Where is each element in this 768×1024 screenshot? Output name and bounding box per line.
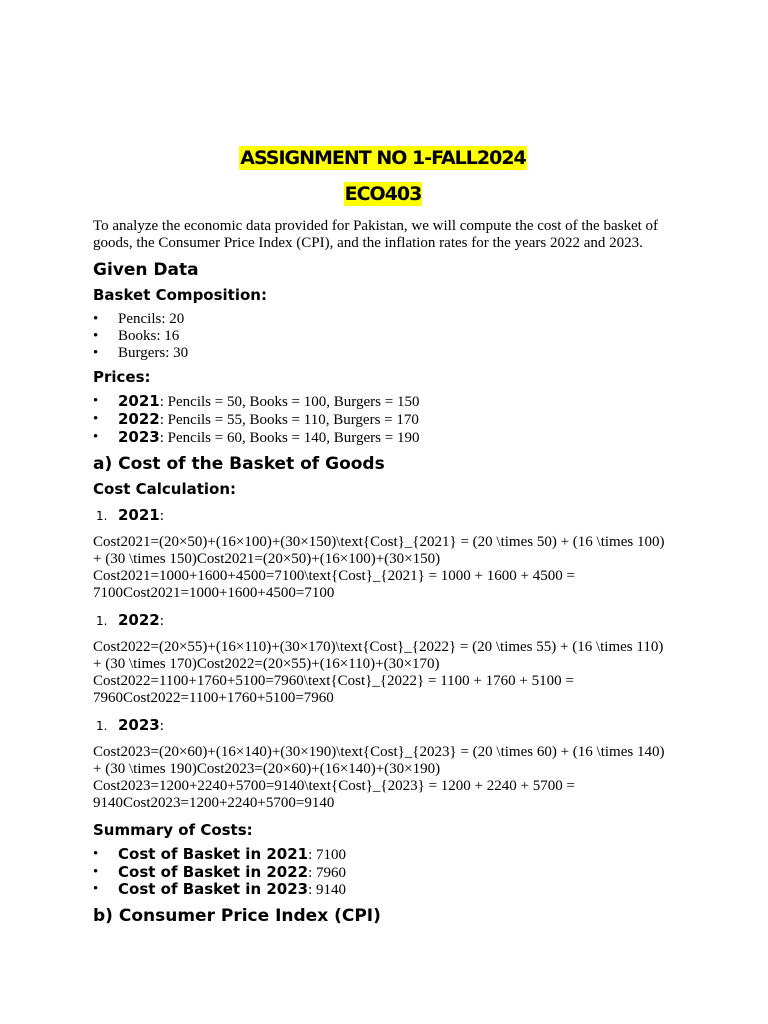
subtitle-block: [93, 182, 673, 206]
calc-block: [93, 534, 673, 602]
summary-value: : 7100: [308, 846, 347, 863]
summary-value: : 7960: [308, 864, 347, 881]
calc-item-2023: [93, 715, 673, 736]
price-year: 2022: [118, 410, 160, 429]
list-item: [93, 846, 673, 864]
calc-year: 2023: [118, 715, 160, 734]
list-item: [93, 393, 673, 411]
prices-list: [93, 393, 673, 446]
summary-label: Cost of Basket in 2021: [118, 844, 309, 863]
price-year: 2023: [118, 427, 160, 446]
list-item: [93, 881, 673, 899]
calc-block: [93, 744, 673, 812]
section-b-heading: b) Consumer Price Index (CPI): [93, 906, 381, 927]
calc-colon: :: [159, 507, 164, 524]
list-item: • Pencils: 20: [93, 311, 673, 328]
course-code: ECO403: [344, 183, 422, 205]
basket-heading: Basket Composition:: [93, 286, 267, 304]
item-number: 1.: [96, 508, 108, 523]
summary-list: [93, 846, 673, 899]
calc-line: Cost2021=(20×50)+(16×100)+(30×150)\text{Cost}_{2021} = (20 \times 50) + (16 \times 100) + (30 \times 150)Cost2021=(20×50)+(16×100)+(30×150): [93, 533, 665, 567]
summary-label: Cost of Basket in 2022: [118, 862, 309, 881]
item-number: 1.: [96, 718, 108, 733]
summary-value: : 9140: [308, 882, 347, 899]
calc-block: [93, 639, 673, 707]
prices-heading: Prices:: [93, 368, 151, 387]
list-item: • Books: 16: [93, 328, 673, 345]
summary-label: Cost of Basket in 2023: [118, 880, 309, 899]
calc-line: Cost2021=1000+1600+4500=7100\text{Cost}_{2021} = 1000 + 1600 + 4500 = 7100Cost2021=1000+1600+4500=7100: [93, 567, 575, 601]
price-text: : Pencils = 60, Books = 140, Burgers = 190: [159, 429, 420, 446]
calc-line: Cost2022=1100+1760+5100=7960\text{Cost}_{2022} = 1100 + 1760 + 5100 = 7960Cost2022=1100+1760+5100=7960: [93, 672, 574, 706]
list-item: • Burgers: 30: [93, 345, 673, 362]
calc-colon: :: [159, 612, 164, 629]
assignment-title: ASSIGNMENT NO 1-FALL2024: [240, 147, 526, 169]
price-text: : Pencils = 55, Books = 110, Burgers = 170: [159, 412, 419, 429]
list-item: [93, 429, 673, 447]
given-data-heading: Given Data: [93, 260, 199, 280]
section-a-heading: a) Cost of the Basket of Goods: [93, 453, 385, 474]
calc-line: Cost2022=(20×55)+(16×110)+(30×170)\text{Cost}_{2022} = (20 \times 55) + (16 \times 110) + (30 \times 170)Cost2022=(20×55)+(16×110)+(30×170): [93, 638, 664, 672]
summary-heading: Summary of Costs:: [93, 820, 253, 839]
price-text: : Pencils = 50, Books = 100, Burgers = 150: [159, 394, 420, 411]
list-item: [93, 411, 673, 429]
calc-item-2022: [93, 610, 673, 631]
item-number: 1.: [96, 613, 108, 628]
calc-line: Cost2023=1200+2240+5700=9140\text{Cost}_{2023} = 1200 + 2240 + 5700 = 9140Cost2023=1200+2240+5700=9140: [93, 777, 575, 811]
title-block: [93, 146, 673, 170]
calc-colon: :: [159, 717, 164, 734]
calc-item-2021: [93, 505, 673, 526]
document-body: [93, 146, 673, 931]
list-item: [93, 864, 673, 882]
basket-list: [93, 311, 673, 361]
cost-calc-heading: Cost Calculation:: [93, 479, 237, 498]
calc-line: Cost2023=(20×60)+(16×140)+(30×190)\text{Cost}_{2023} = (20 \times 60) + (16 \times 140) + (30 \times 190)Cost2023=(20×60)+(16×140)+(30×190): [93, 743, 665, 777]
intro-paragraph: To analyze the economic data provided for Pakistan, we will compute the cost of the basket of goods, the Consumer Price Index (CPI), and the inflation rates for the years 2022 and 2023.: [93, 218, 659, 251]
price-year: 2021: [118, 392, 160, 411]
calc-year: 2022: [118, 610, 160, 629]
calc-year: 2021: [118, 505, 160, 524]
